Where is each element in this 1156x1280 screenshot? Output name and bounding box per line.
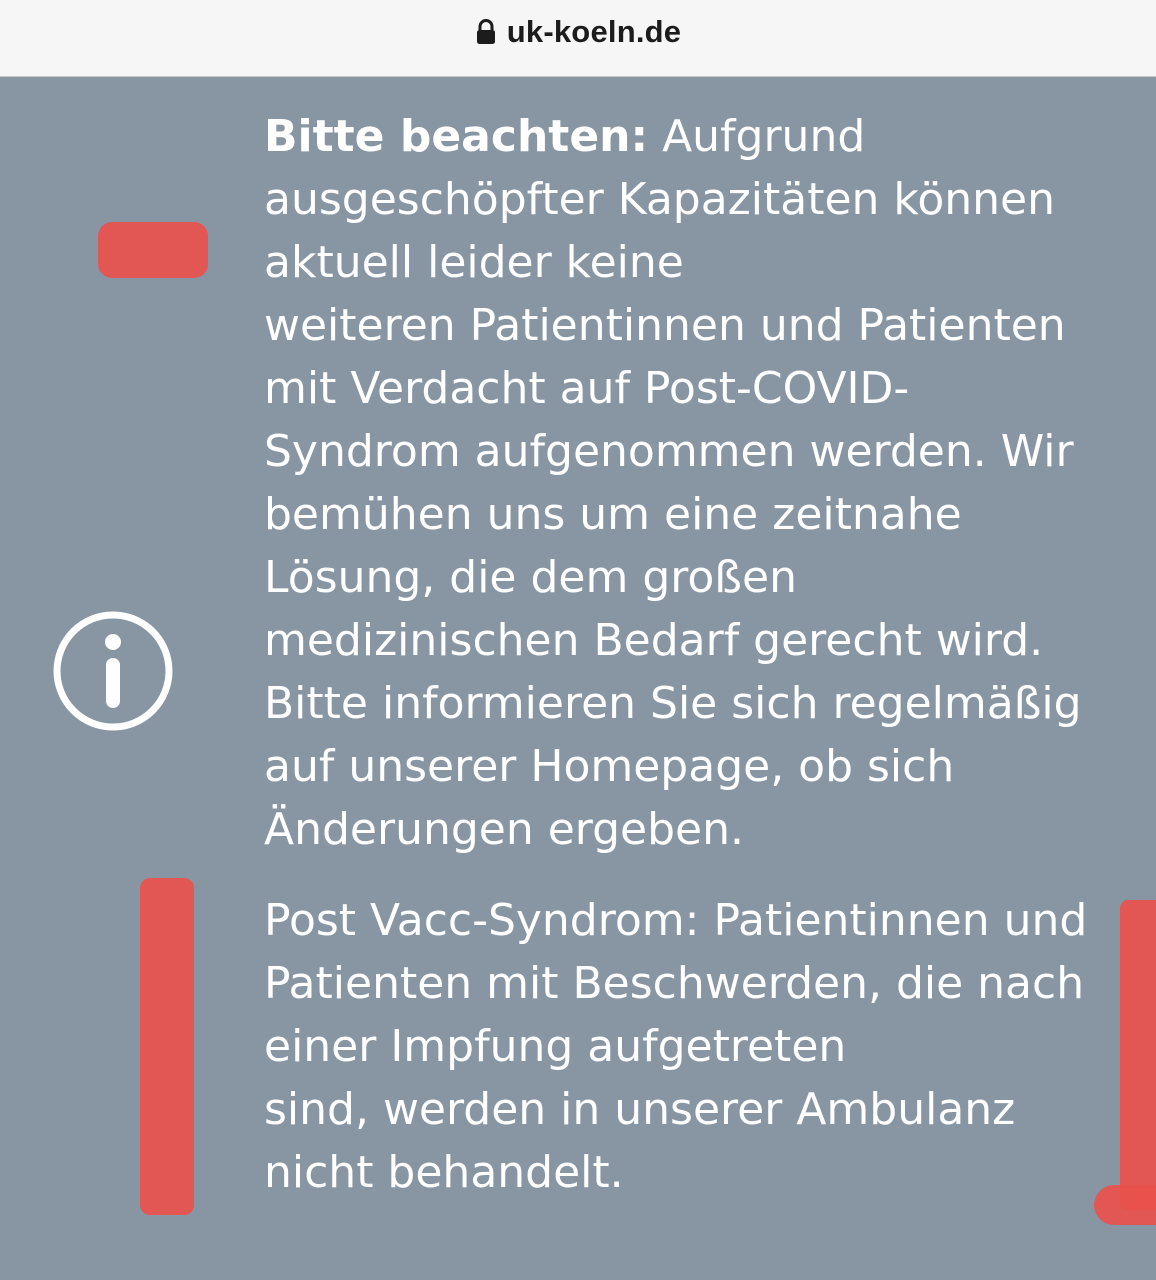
notice-line: bemühen uns um eine zeitnahe xyxy=(264,489,962,540)
notice-line: ausgeschöpfter Kapazitäten können xyxy=(264,174,1055,225)
notice-panel xyxy=(0,77,1156,1280)
notice2-line: Post Vacc-Syndrom: Patientinnen und xyxy=(264,895,1088,946)
lock-icon xyxy=(475,19,497,45)
notice2-line: Patienten mit Beschwerden, die nach xyxy=(264,958,1085,1009)
notice2-line: sind, werden in unserer Ambulanz xyxy=(264,1084,1016,1135)
url-text: uk-koeln.de xyxy=(506,14,682,49)
notice-line: medizinischen Bedarf gerecht wird. xyxy=(264,615,1044,666)
notice-bold-label: Bitte beachten: xyxy=(264,111,649,162)
info-icon xyxy=(51,609,175,733)
notice-line: Syndrom aufgenommen werden. Wir xyxy=(264,426,1074,477)
capacity-notice xyxy=(264,105,1134,861)
post-vacc-notice xyxy=(264,889,1134,1204)
notice-line xyxy=(264,105,1134,168)
highlight-mark xyxy=(98,222,208,278)
notice-first-line-rest: Aufgrund xyxy=(648,111,866,162)
highlight-mark xyxy=(140,878,194,1215)
notice-line: weiteren Patientinnen und Patienten xyxy=(264,300,1066,351)
notice-line: Änderungen ergeben. xyxy=(264,804,744,855)
browser-address-bar[interactable] xyxy=(0,0,1156,77)
notice-line: Bitte informieren Sie sich regelmäßig xyxy=(264,678,1082,729)
notice-line: Lösung, die dem großen xyxy=(264,552,797,603)
notice2-line: nicht behandelt. xyxy=(264,1147,624,1198)
notice-line: aktuell leider keine xyxy=(264,237,684,288)
notice-line: auf unserer Homepage, ob sich xyxy=(264,741,955,792)
notice2-line: einer Impfung aufgetreten xyxy=(264,1021,847,1072)
notice-line: mit Verdacht auf Post-COVID- xyxy=(264,363,910,414)
url-display[interactable] xyxy=(475,14,681,50)
